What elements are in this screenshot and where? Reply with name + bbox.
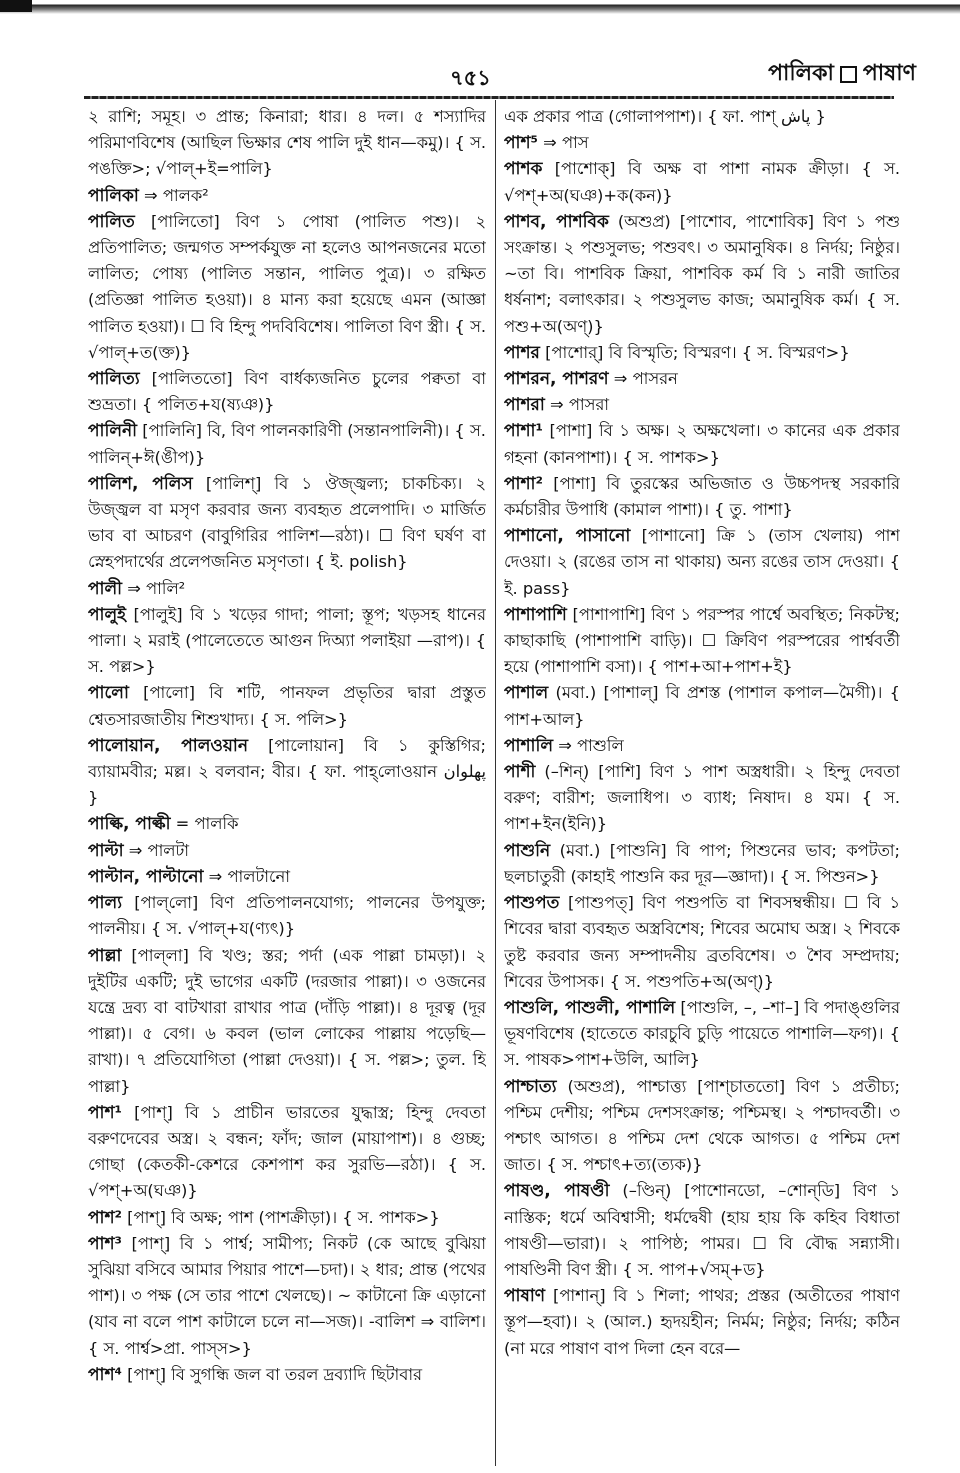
entry-headword: পাশ¹ <box>88 1102 122 1123</box>
dictionary-entry <box>88 1231 486 1362</box>
dictionary-entry <box>504 392 900 418</box>
dictionary-entry <box>88 733 486 812</box>
entry-headword: পাল্লা <box>88 945 122 966</box>
right-entries <box>504 130 900 1362</box>
left-continuation: ২ রাশি; সমূহ। ৩ প্রান্ত; কিনারা; ধার। ৪ দল। ৫ শস্যাদির পরিমাণবিশেষ (আছিল ভিক্ষার শেষ পালি দুই ধান—কমু)। { স. পঙক্তি>; √পাল্+ই=পালি} <box>88 107 486 179</box>
entry-headword: পালো <box>88 683 129 704</box>
dictionary-entry <box>88 366 486 418</box>
dictionary-entry <box>504 366 900 392</box>
entry-definition: [পাশ্] বি ১ পার্শ্ব; সামীপ্য; নিকট (কে আছে বুঝিয়া সুঝিয়া বসিবে আমার পিয়ার পাশে—চদা)। ২ ধার; প্রান্ত (পথের পাশ)। ৩ পক্ষ (সে তার পাশে খেলছে)। ~ কাটানো ক্রি এড়ানো (যাব না বলে পাশ কাটালে চলে না—সজ)। -বালিশ ⇒ বালিশ। { স. পার্শ্ব>প্রা. পাস্‌স>} <box>88 1233 486 1358</box>
entry-headword: পাশর <box>504 342 540 363</box>
entry-definition: = পালকি <box>175 814 239 834</box>
left-column <box>88 104 486 1464</box>
dictionary-entry <box>504 1283 900 1362</box>
entry-headword: পালিকা <box>88 185 139 206</box>
dictionary-entry <box>504 523 900 602</box>
dictionary-entry <box>88 811 486 837</box>
entry-definition: (–ণ্ডিন্) [পাশোনডো, –শোন্‌ডি] বিণ ১ নাস্তিক; ধর্মে অবিশ্বাসী; ধর্মদ্বেষী (হায় হায় কি কহিব বিধাতা পাষণ্ডী—ভারা)। ২ পাপিষ্ঠ; পামর। ☐ বি বৌদ্ধ সন্ন্যাসী। পাষণ্ডিনী বিণ স্ত্রী। { স. পাপ+√সম্+ড} <box>504 1181 900 1279</box>
dictionary-entry <box>504 602 900 681</box>
entry-headword: পাশ² <box>88 1207 122 1228</box>
dictionary-entry <box>504 418 900 470</box>
dictionary-entry <box>504 471 900 523</box>
entry-headword: পাশ⁵ <box>504 133 538 154</box>
entry-definition: [পালুই] বি ১ খড়ের গাদা; পালা; স্তূপ; খড়সহ ধানের পালা। ২ মরাই (পালেতেতে আগুন দিঅ্যা পলাইয়া —রাপ)। { স. পল্ল>} <box>88 604 486 677</box>
dictionary-entry <box>88 864 486 890</box>
right-continuation: এক প্রকার পাত্র (গোলাপপাশ)। { ফা. পাশ্ پاش } <box>504 107 826 126</box>
dictionary-entry <box>504 209 900 340</box>
entry-definition: [পাল্‌লা] বি খণ্ড; স্তর; পর্দা (এক পাল্লা চামড়া)। ২ দুইটির একটি; দুই ভাগের একটি (দরজার পাল্লা)। ৩ ওজনের যন্ত্রে দ্রব্য বা বাটখারা রাখার পাত্র (দাঁড়ি পাল্লা)। ৪ দূরত্ব (দূর পাল্লা)। ৫ বেগ। ৬ কবল (ভাল লোকের পাল্লায় পড়েছি—রাখা)। ৭ প্রতিযোগিতা (পাল্লা দেওয়া)। { স. পল্ল>; তুল. হি পাল্লা} <box>88 945 486 1096</box>
entry-headword: পাশ³ <box>88 1233 122 1254</box>
entry-definition: (অশুপ্র) [পাশোব, পাশোবিক] বিণ ১ পশু সংক্রান্ত। ২ পশুসুলভ; পশুবৎ। ৩ অমানুষিক। ৪ নির্দয়; নিষ্ঠুর। ~তা বি। পাশবিক ক্রিয়া, পাশবিক কর্ম বি ১ নারী জাতির ধর্ষনাশ; বলাৎকার। ২ পশুসুলভ কাজ; অমানুষিক কর্ম। { স. পশু+অ(অণ্)} <box>504 211 900 336</box>
entry-definition: [পাশ্] বি অক্ষ; পাশ (পাশক্রীড়া)। { স. পাশক>} <box>127 1207 440 1227</box>
entry-definition: [পাশুপত্] বিণ পশুপতি বা শিবসম্বন্ধীয়। ☐ বি ১ শিবের দ্বারা ব্যবহৃত অস্ত্রবিশেষ; শিবের অমোঘ অস্ত্র। ২ শিবকে তুষ্ট করবার জন্য সম্পাদনীয় ব্রতবিশেষ। ৩ শৈব সম্প্রদায়; শিবের উপাসক। { স. পশুপতি+অ(অণ্)} <box>504 893 900 991</box>
header-rule <box>84 96 894 99</box>
entry-definition: [পাশুলি, –, –শা–] বি পদাঙ্গুলির ভূষণবিশেষ (হাতেতে কারচুবি চুড়ি পায়েতে পাশালি—ফগ)। { স. পাষক>পাশ+উলি, আলি} <box>504 997 900 1070</box>
entry-headword: পাশ্চাত্য <box>504 1076 557 1097</box>
entry-definition: ⇒ পাসরন <box>613 369 678 389</box>
scan-blot <box>0 0 32 12</box>
dictionary-entry <box>88 1205 486 1231</box>
column-divider <box>495 100 496 1466</box>
entry-definition: [পালিতো] বিণ ১ পোষা (পালিত পশু)। ২ প্রতিপালিত; জন্মগত সম্পর্কযুক্ত না হলেও আপনজনের মতো লালিত; পোষ্য (পালিত সন্তান, পালিত পুত্র)। ৩ রক্ষিত (প্রতিজ্ঞা পালিত হওয়া)। ৪ মান্য করা হয়েছে এমন (আজ্ঞা পালিত হওয়া)। ☐ বি হিন্দু পদবিবিশেষ। পালিতা বিণ স্ত্রী। { স. √পাল্+ত(ক্ত)} <box>88 211 486 362</box>
guide-first-word: পালিকা <box>768 61 834 86</box>
entry-definition: [পালিনি] বি, বিণ পালনকারিণী (সন্তানপালিনী)। { স. পালিন্+ঈ(ঙীপ)} <box>88 421 486 467</box>
dictionary-entry <box>504 156 900 208</box>
dictionary-entry <box>504 838 900 890</box>
dictionary-entry <box>88 418 486 470</box>
entry-definition: [পালিশ্] বি ১ ঔজ্জ্বল্য; চাকচিক্য। ২ উজ্জ্বল বা মসৃণ করবার জন্য ব্যবহৃত প্রলেপাদি। ৩ মার্জিত ভাব বা আচরণ (বাবুগিরির পালিশ—রঠা)। ☐ বিণ ঘর্ষণ বা স্নেহপদার্থের প্রলেপজনিত মসৃণতা। { ই. polish} <box>88 473 486 572</box>
entry-definition: ⇒ পাশুলি <box>558 735 624 755</box>
entry-headword: পাশক <box>504 159 543 180</box>
dictionary-entry <box>88 680 486 732</box>
scan-edge <box>0 0 960 20</box>
entry-headword: পালিত <box>88 211 135 232</box>
entry-headword: পালী <box>88 578 123 599</box>
entry-definition: (মবা.) [পাশুনি] বি পাপ; পিশুনের ভাব; কপটতা; ছলচাতুরী (কাহাই পাশুনি কর দূর—জ্ঞাদা)। { স. পিশুন>} <box>504 840 900 886</box>
dictionary-entry <box>88 890 486 942</box>
entry-definition: [পাশোর্] বি বিস্মৃতি; বিস্মরণ। { স. বিস্মরণ>} <box>545 342 850 362</box>
entry-headword: পাষণ্ড, পাষণ্ডী <box>504 1181 610 1202</box>
right-column <box>504 104 900 1464</box>
dictionary-entry <box>504 680 900 732</box>
entry-definition: (–শিন্) [পাশি] বিণ ১ পাশ অস্ত্রধারী। ২ হিন্দু দেবতা বরুণ; বারীশ; জলাধিপ। ৩ ব্যাধ; নিষাদ। ৪ যম। { স. পাশ+ইন(ইনি)} <box>504 762 900 834</box>
dictionary-entry <box>504 340 900 366</box>
entry-definition: ⇒ পাস <box>543 133 589 153</box>
entry-definition: [পাশা] বি তুরস্কের অভিজাত ও উচ্চপদস্থ সরকারি কর্মচারীর উপাধি (কামাল পাশা)। { তু. পাশা} <box>504 473 900 520</box>
entry-headword: পাশী <box>504 762 536 783</box>
entry-headword: পাশানো, পাসানো <box>504 526 631 547</box>
dictionary-entry <box>88 602 486 681</box>
entry-headword: পাশরা <box>504 395 545 416</box>
entry-headword: পাশব, পাশবিক <box>504 211 609 232</box>
entry-headword: পাশাপাশি <box>504 604 567 625</box>
entry-definition: [পাশাপাশি] বিণ ১ পরস্পর পার্শ্বে অবস্থিত; নিকটস্থ; কাছাকাছি (পাশাপাশি বাড়ি)। ☐ ক্রিবিণ পরস্পরের পার্শ্ববর্তী হয়ে (পাশাপাশি বসা)। { পাশ+আ+পাশ+ই} <box>504 604 900 677</box>
entry-headword: পাশালি <box>504 735 553 756</box>
entry-headword: পাশুপত <box>504 893 560 914</box>
dictionary-entry <box>88 576 486 602</box>
entry-definition: [পাশা] বি ১ অক্ষ। ২ অক্ষখেলা। ৩ কানের এক প্রকার গহনা (কানপাশা)। { স. পাশক>} <box>504 421 900 467</box>
entry-headword: পালোয়ান, পালওয়ান <box>88 735 248 756</box>
entry-definition: ⇒ পালি² <box>127 578 186 598</box>
entry-headword: পাশরন, পাশরণ <box>504 369 609 390</box>
entry-definition: [পালিততো] বিণ বার্ধক্যজনিত চুলের পক্বতা বা শুভ্রতা। { পলিত+য(ষ্যঞ)} <box>88 369 486 415</box>
dictionary-entry <box>504 759 900 838</box>
entry-headword: পাল্য <box>88 893 123 914</box>
entry-headword: পাল্টা <box>88 840 124 861</box>
dictionary-entry <box>504 733 900 759</box>
entry-headword: পাল্কি, পাল্কী <box>88 814 171 835</box>
dictionary-entry <box>504 1074 900 1179</box>
entry-headword: পাশ⁴ <box>88 1364 122 1385</box>
entry-headword: পালুই <box>88 604 126 625</box>
entry-headword: পাষাণ <box>504 1286 546 1307</box>
dictionary-entry <box>88 183 486 209</box>
entry-headword: পাশুনি <box>504 840 551 861</box>
guide-words <box>768 56 916 93</box>
left-entries <box>88 183 486 1388</box>
entry-headword: পালিশ, পলিস <box>88 473 193 494</box>
entry-definition: ⇒ পালটানো <box>208 866 290 886</box>
entry-definition: [পালোয়ান] বি ১ কুস্তিগির; ব্যায়ামবীর; মল্ল। ২ বলবান; বীর। { ফা. পাহ্‌লোওয়ান پهلوان } <box>88 735 486 808</box>
dictionary-entry <box>504 890 900 995</box>
dictionary-entry <box>88 838 486 864</box>
entry-headword: পালিত্য <box>88 369 140 390</box>
dictionary-entry <box>504 130 900 156</box>
entry-definition: [পাশানো] ক্রি ১ (তাস খেলায়) পাশ দেওয়া। ২ (রঙের তাস না থাকায়) অন্য রঙের তাস দেওয়া। { ই. pass} <box>504 526 900 598</box>
guide-last-word: পাষাণ <box>862 61 916 86</box>
entry-headword: পাশা¹ <box>504 421 543 442</box>
entry-definition: (অশুপ্র), পাশ্চাত্ত্য [পাশ্‌চাততো] বিণ ১ প্রতীচ্য; পশ্চিম দেশীয়; পশ্চিম দেশসংক্রান্ত; পশ্চিমস্থ। ২ পশ্চাদবর্তী। ৩ পশ্চাৎ আগত। ৪ পশ্চিম দেশ থেকে আগত। ৫ পশ্চিম দেশ জাত। { স. পশ্চাৎ+ত্য(ত্যক)} <box>504 1076 900 1175</box>
dictionary-entry <box>88 471 486 576</box>
dictionary-entry <box>88 209 486 366</box>
entry-definition: ⇒ পালক² <box>144 185 209 205</box>
entry-definition: [পাশোক্] বি অক্ষ বা পাশা নামক ক্রীড়া। { স. √পশ্+অ(ঘঞ)+ক(কন)} <box>504 159 900 205</box>
entry-definition: [পাল্‌লো] বিণ প্রতিপালনযোগ্য; পালনের উপযুক্ত; পালনীয়। { স. √পাল্+য(ণ্যৎ)} <box>88 893 486 939</box>
entry-definition: [পাশ্] বি সুগন্ধি জল বা তরল দ্রব্যাদি ছিটাবার <box>127 1364 423 1384</box>
entry-headword: পাশাল <box>504 683 549 704</box>
entry-definition: ⇒ পাসরা <box>550 395 610 415</box>
entry-headword: পাশুলি, পাশুলী, পাশালি <box>504 997 676 1018</box>
dictionary-entry <box>88 1100 486 1205</box>
entry-definition: (মবা.) [পাশাল্] বি প্রশস্ত (পাশাল কপাল—মৈগী)। { পাশ+আল} <box>504 683 900 729</box>
entry-headword: পাল্টান, পাল্টানো <box>88 866 204 887</box>
dictionary-entry <box>88 1362 486 1388</box>
square-separator-icon <box>840 66 857 83</box>
dictionary-entry <box>88 943 486 1100</box>
page-number: ৭৫১ <box>450 66 491 90</box>
entry-headword: পালিনী <box>88 421 138 442</box>
entry-definition: [পাশ্] বি ১ প্রাচীন ভারতের যুদ্ধাস্ত্র; হিন্দু দেবতা বরুণদেবের অস্ত্র। ২ বন্ধন; ফাঁদ; জাল (মায়াপাশ)। ৪ গুচ্ছ; গোছা (কেতকী-কেশরে কেশপাশ কর সুরভি—রঠা)। { স. √পশ্+অ(ঘঞ)} <box>88 1102 486 1201</box>
entry-definition: [পালো] বি শটি, পানফল প্রভৃতির দ্বারা প্রস্তুত শ্বেতসারজাতীয় শিশুখাদ্য। { স. পলি>} <box>88 683 486 729</box>
dictionary-entry <box>504 1178 900 1283</box>
entry-definition: ⇒ পালটা <box>128 840 190 860</box>
dictionary-entry <box>504 995 900 1074</box>
entry-headword: পাশা² <box>504 473 543 494</box>
entry-definition: [পাশান্] বি ১ শিলা; পাথর; প্রস্তর (অতীতের পাষাণ স্তূপ—হবা)। ২ (আল.) হৃদয়হীন; নির্মম; নিষ্ঠুর; নির্দয়; কঠিন (না মরে পাষাণ বাপ দিলা হেন বরে— <box>504 1286 900 1358</box>
